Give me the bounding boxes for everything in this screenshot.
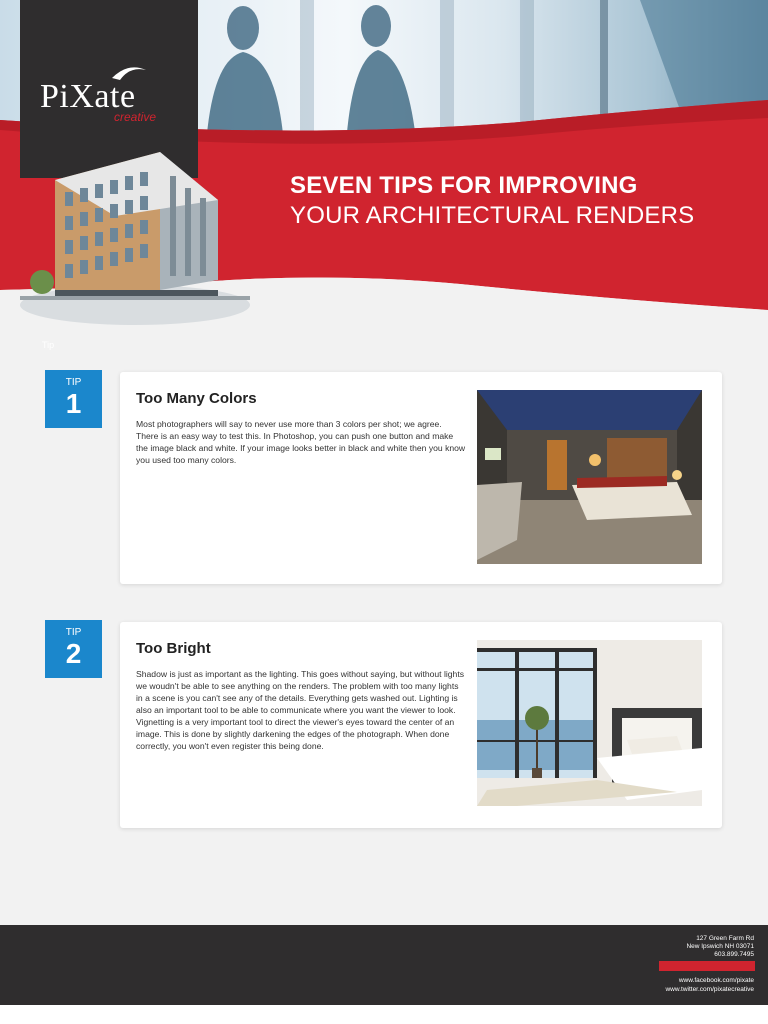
footer-twitter-link[interactable]: www.twitter.com/pixatecreative [665, 986, 754, 993]
bottom-margin [0, 1005, 768, 1024]
tip-badge-1 [45, 370, 102, 428]
header-banner [0, 0, 768, 340]
tip-body: Most photographers will say to never use more than 3 colors per shot; we agree. There is an easy way to test this. In Photoshop, you can push one button and make the image black and white. If your image looks better in black and white then you know you used too many colors. [136, 419, 466, 465]
tip-badge-label: TIP [65, 627, 82, 638]
tip-badge-number: 2 [65, 638, 82, 669]
tip-heading: Too Bright [136, 640, 211, 657]
page-title-line2: YOUR ARCHITECTURAL RENDERS [290, 202, 695, 229]
footer-address-line1: 127 Green Farm Rd [696, 935, 754, 942]
tip-card-2 [120, 622, 722, 828]
page-title-line1: SEVEN TIPS FOR IMPROVING [290, 172, 638, 199]
bedroom-image [477, 640, 702, 806]
hotel-room-image [477, 390, 702, 564]
stray-tip-label: Tip [42, 340, 55, 350]
building-render [20, 130, 250, 330]
tip-badge-number: 1 [65, 388, 82, 419]
logo-wordmark: PiXate [40, 78, 136, 115]
tip-body: Shadow is just as important as the lighting. This goes without saying, but without lights we woudn't be able to see anything on the renders. The problem with too many lights in a scene is you can't see any of the details. Everything gets washed out. Lighting is also an important tool to be able to communicate where you want the viewer to look. Vignetting is a very important tool to direct the viewer's eyes toward the center of an image. This is done by slightly darkening the edges of the photograph. When done correctly, you won't even register this being done. [136, 669, 465, 751]
footer [0, 925, 768, 1005]
footer-facebook-link[interactable]: www.facebook.com/pixate [678, 977, 754, 984]
footer-phone: 603.899.7495 [714, 951, 754, 958]
tip-badge-2 [45, 620, 102, 678]
tip-card-1 [120, 372, 722, 584]
footer-red-bar [659, 961, 755, 971]
logo-subtitle: creative [114, 110, 157, 124]
tip-badge-label: TIP [65, 377, 82, 388]
tip-heading: Too Many Colors [136, 390, 257, 407]
footer-address-line2: New Ipswich NH 03071 [686, 943, 754, 950]
